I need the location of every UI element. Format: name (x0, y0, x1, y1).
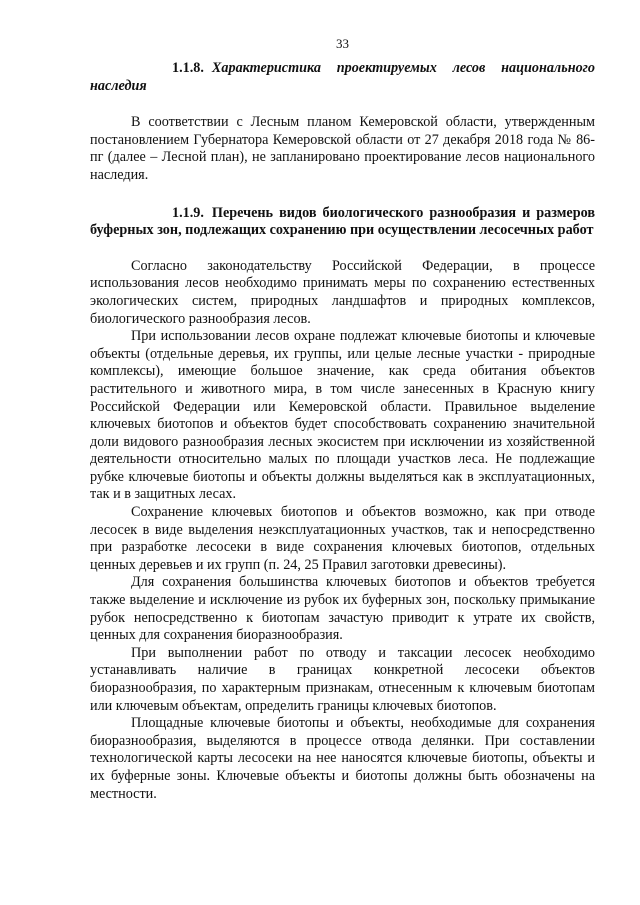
paragraph: Согласно законодательству Российской Федерации, в процессе использования лесов необходимо принимать меры по сохранению естественных экологических систем, природных ландшафтов и природных комплексов, биологического разнообразия лесов. (90, 257, 595, 327)
page-number: 33 (336, 36, 349, 51)
section-title: Перечень видов биологического разнообразия и размеров буферных зон, подлежащих сохранению при осуществлении лесосечных работ (90, 204, 595, 239)
paragraph: При использовании лесов охране подлежат ключевые биотопы и ключевые объекты (отдельные деревья, их группы, или целые лесные участки - природные комплексы), имеющие большое значение, как среда обитания объектов растительного и животного мира, в том числе занесенных в Красную книгу Российской Федерации или Кемеровской области. Правильное выделение ключевых биотопов и объектов будет способствовать сохранению значительной доли видового разнообразия лесных экосистем при исключении из хозяйственной деятельности относительно малых по площади участков леса. Не подлежащие рубке ключевые биотопы и объекты должны выделяться как в эксплуатационных, так и в защитных лесах. (90, 328, 595, 503)
section-heading-1-1-8 (90, 60, 595, 95)
section-heading-1-1-9 (90, 205, 595, 240)
paragraph: Для сохранения большинства ключевых биотопов и объектов требуется также выделение и исключение из рубок их буферных зон, поскольку примыкание рубок непосредственно к биотопам зачастую приводит к утрате их свойств, ценных для сохранения биоразнообразия. (90, 574, 595, 644)
paragraph: При выполнении работ по отводу и таксации лесосек необходимо устанавливать наличие в границах конкретной лесосеки объектов биоразнообразия, по характерным признакам, отнесенным к ключевым биотопам или ключевым объектам, определить границы ключевых биотопов. (90, 644, 595, 714)
section-number: 1.1.9. (172, 204, 204, 221)
paragraph: Сохранение ключевых биотопов и объектов возможно, как при отводе лесосек в виде выделения неэксплуатационных участков, так и непосредственно при разработке лесосеки в виде сохранения ключевых биотопов, отдельных ценных деревьев и их групп (п. 24, 25 Правил заготовки древесины). (90, 504, 595, 573)
section-title: Характеристика проектируемых лесов национального наследия (90, 60, 595, 94)
document-page (90, 36, 595, 803)
paragraph: В соответствии с Лесным планом Кемеровской области, утвержденным постановлением Губернатора Кемеровской области от 27 декабря 2018 года № 86-пг (далее – Лесной план), не запланировано проектирование лесов национального наследия. (90, 114, 595, 183)
section-number: 1.1.8. (172, 60, 204, 76)
paragraph: Площадные ключевые биотопы и объекты, необходимые для сохранения биоразнообразия, выделяются в процессе отвода делянки. При составлении технологической карты лесосеки на нее наносятся ключевые биотопы, объекты и их буферные зоны. Ключевые объекты и биотопы должны быть обозначены на местности. (90, 715, 595, 802)
